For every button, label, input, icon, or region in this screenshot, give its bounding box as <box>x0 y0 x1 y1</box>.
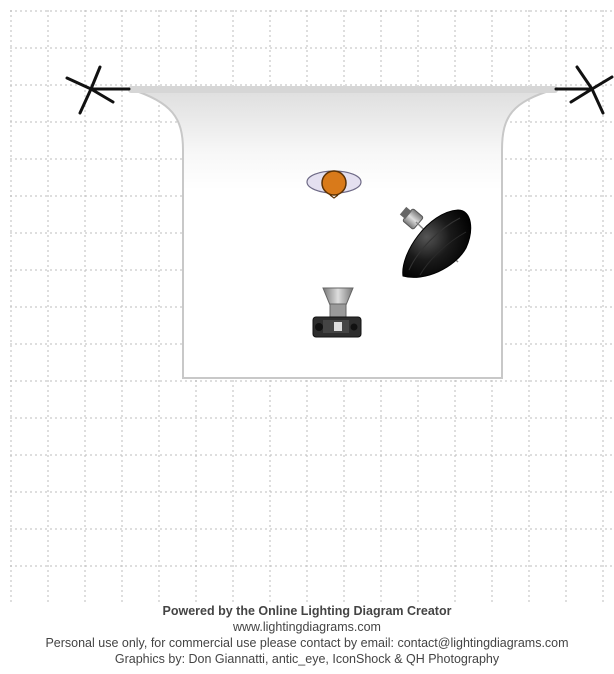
graphics-credit-text: Graphics by: Don Giannatti, antic_eye, IconShock & QH Photography <box>114 652 500 666</box>
background-stand-left[interactable] <box>67 67 129 113</box>
credits-footer <box>0 603 614 667</box>
license-text: Personal use only, for commercial use please contact by email: contact@lightingdiagrams.com <box>45 636 569 650</box>
background-stand-right[interactable] <box>556 67 612 113</box>
powered-by-text: Powered by the Online Lighting Diagram Creator <box>162 604 452 618</box>
website-link[interactable]: www.lightingdiagrams.com <box>233 620 381 634</box>
